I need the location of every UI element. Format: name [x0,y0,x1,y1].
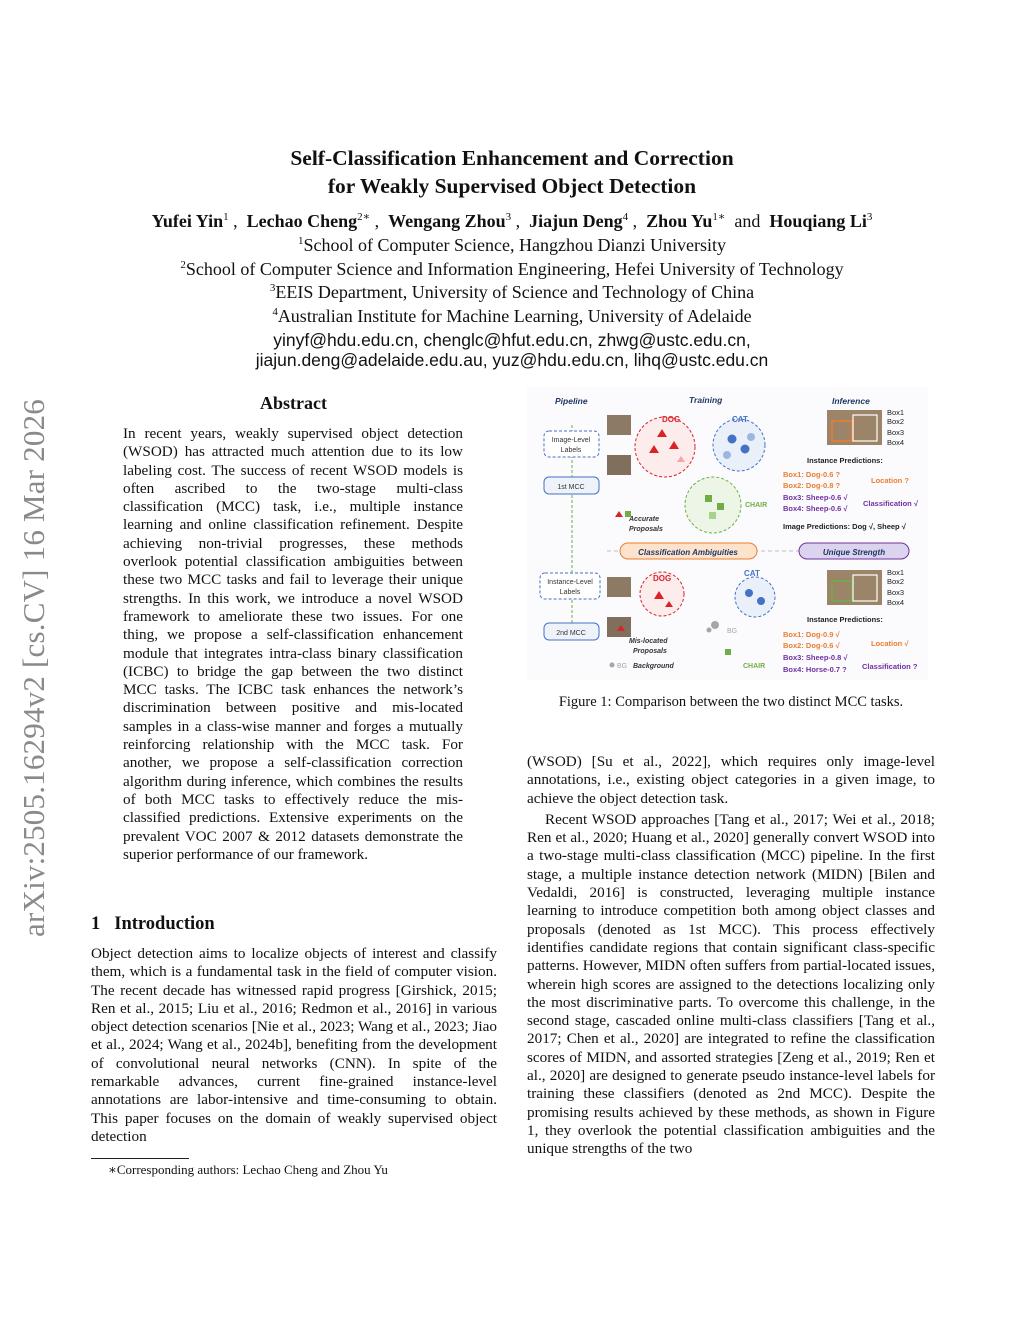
svg-text:Location √: Location √ [871,639,909,648]
svg-text:Box2: Box2 [887,577,905,586]
footnote-divider [91,1158,189,1159]
affiliation: $^3$EEIS Department, University of Science and Technology of China [269,282,755,302]
figure-caption: Figure 1: Comparison between the two distinct MCC tasks. [558,694,904,710]
svg-text:Box1: Dog-0.9 √: Box1: Dog-0.9 √ [783,630,840,639]
svg-text:Image Predictions: Dog √, She: Image Predictions: Dog √, Sheep √ [783,522,906,531]
author-name: Lechao Cheng [246,211,358,231]
svg-text:Proposals: Proposals [633,648,667,655]
dog-thumbnail [607,415,631,435]
intro-paragraph: Object detection aims to localize objects of interest and classify them, which is a fundamental task in the field of computer vision. The recent decade has witnessed rapid progress [Girshick, 2015; Ren et al., 2015; Liu et al., 2016; Redmon et al., 2016] in various object detection scenarios [Nie et al., 2023; Wang et al., 2023; Jiao et al., 2024; Wang et al., 2024b], benefiting from the development of convolutional neural networks (CNN). In spite of the remarkable advances, current fine-grained instance-level annotations are labor-intensive and time-consuming to obtain. This paper focuses on the domain of weakly supervised object detection [91,945,497,1145]
svg-text:Classification Ambiguities: Classification Ambiguities [638,548,738,557]
pipeline-label: Pipeline [555,396,588,406]
section-heading: 1 Introduction [91,914,215,934]
svg-text:BG: BG [617,663,628,670]
svg-text:Box3: Sheep-0.6 √: Box3: Sheep-0.6 √ [783,493,848,502]
svg-text:Box3: Box3 [887,428,905,437]
author-name: Yufei Yin [151,211,224,231]
author-emails-line2: jiajun.deng@adelaide.edu.au, yuz@hdu.edu.cn, lihq@ustc.edu.cn [255,350,769,370]
svg-text:Box2: Dog-0.6 √: Box2: Dog-0.6 √ [783,641,840,650]
svg-text:Box4: Sheep-0.6 √: Box4: Sheep-0.6 √ [783,504,848,513]
svg-text:Box4: Box4 [887,598,905,607]
svg-text:Mis-located: Mis-located [629,638,668,645]
svg-text:Labels: Labels [560,447,582,454]
svg-text:CHAIR: CHAIR [745,502,768,509]
dog-thumbnail [607,455,631,475]
svg-text:Box3: Box3 [887,588,905,597]
svg-text:BG: BG [727,628,738,635]
svg-text:Box1: Dog-0.6 ?: Box1: Dog-0.6 ? [783,470,841,479]
svg-text:Box3: Sheep-0.8 √: Box3: Sheep-0.8 √ [783,653,848,662]
svg-text:1st MCC: 1st MCC [557,484,585,491]
svg-text:DOG: DOG [662,415,681,424]
svg-text:Labels: Labels [559,589,581,596]
svg-text:Accurate: Accurate [629,516,659,523]
author-name: Houqiang Li [769,211,867,231]
svg-text:Instance Predictions:: Instance Predictions: [807,456,883,465]
svg-text:Box4: Box4 [887,438,905,447]
svg-text:DOG: DOG [653,574,672,583]
svg-text:CAT: CAT [732,415,748,424]
affiliation: $^2$School of Computer Science and Information Engineering, Hefei University of Technology [180,259,844,279]
svg-text:2nd MCC: 2nd MCC [556,630,586,637]
author-name: Jiajun Deng [529,211,623,231]
paragraph: Recent WSOD approaches [Tang et al., 2017; Wei et al., 2018; Ren et al., 2020; Huang et al., 2020] generally convert WSOD into a two-stage multi-class classification (MCC) pipeline. In the first stage, a multiple instance detection network (MIDN) [Bilen and Vedaldi, 2016] is constructed, leveraging multiple instance learning to introduce competition both among object classes and proposals (denoted as 1st MCC). This process effectively identifies candidate regions that contain significant class-specific patterns. However, MIDN often suffers from partial-located issues, wherein high scores are assigned to the detections localizing only the most discriminative parts. To overcome this challenge, in the second stage, cascaded online multi-class classifiers [Tang et al., 2017; Chen et al., 2020] are integrated to refine the classification scores of MIDN, and assorted strategies [Zeng et al., 2019; Ren et al., 2020] are designed to generate pseudo instance-level labels for training these classifiers (denoted as 2nd MCC). Despite the promising results achieved by these methods, as shown in Figure 1, they overlook the potential classification ambiguities and the unique strengths of the two [527,810,935,1158]
abstract-heading: Abstract [260,393,327,413]
author-name: Wengang Zhou [388,211,506,231]
figure-1 [527,387,928,680]
author-name: Zhou Yu [646,211,713,231]
author-emails-line1: yinyf@hdu.edu.cn, chenglc@hfut.edu.cn, zhwg@ustc.edu.cn, [273,330,751,350]
svg-text:Location ?: Location ? [871,476,909,485]
cat-cluster [713,419,765,471]
svg-text:Classification ?: Classification ? [862,662,918,671]
arxiv-identifier: arXiv:2505.16294v2 [cs.CV] 16 Mar 2026 [16,399,51,937]
affiliation: $^4$Australian Institute for Machine Learning, University of Adelaide [272,306,752,326]
svg-text:Unique Strength: Unique Strength [822,548,886,557]
svg-text:Instance-Level: Instance-Level [547,579,593,586]
chair-cluster [685,477,741,533]
paragraph: (WSOD) [Su et al., 2022], which requires only image-level annotations, i.e., existing object categories in a given image, to achieve the object detection task. [527,753,935,807]
svg-text:Box4: Horse-0.7 ?: Box4: Horse-0.7 ? [783,665,847,674]
dog-cluster [635,417,695,477]
right-column-text [527,753,935,1159]
paper-title-line1: Self-Classification Enhancement and Correction [290,146,734,170]
svg-text:CHAIR: CHAIR [743,663,766,670]
svg-text:Classification √: Classification √ [863,499,918,508]
author-list: Yufei Yin$^1$ , Lechao Cheng$^{2∗}$ , Wengang Zhou$^3$ , Jiajun Deng$^4$ , Zhou $Yu^{1∗}$ and Houqiang Li$^3$ [151,211,873,231]
svg-text:Box1: Box1 [887,408,905,417]
svg-text:Box2: Box2 [887,417,905,426]
inference-label: Inference [832,396,870,406]
training-label: Training [689,395,723,405]
abstract-text: In recent years, weakly supervised object detection (WSOD) has attracted much attention due to its low labeling cost. The success of recent WSOD models is often ascribed to the two-stage multi-class classification (MCC) task, i.e., multiple instance learning and online classification refinement. Despite achieving non-trivial progresses, these methods overlook potential classification ambiguities between these two MCC tasks and fail to leverage their unique strengths. In this work, we introduce a novel WSOD framework to ameliorate these two issues. For one thing, we propose a self-classification enhancement module that integrates intra-class binary classification (ICBC) to bridge the gap between the two distinct MCC tasks. The ICBC task enhances the network’s discrimination between positive and mis-located samples in a class-wise manner and forges a mutually reinforcing relationship with the MCC task. For another, we propose a self-classification correction algorithm during inference, which combines the results of both MCC tasks to effectively reduce the mis-classified predictions. Extensive experiments on the prevalent VOC 2007 & 2012 datasets demonstrate the superior performance of our framework. [123,425,463,863]
footnote: ∗Corresponding authors: Lechao Cheng and Zhou Yu [108,1162,388,1177]
svg-text:Box1: Box1 [887,568,905,577]
svg-text:Background: Background [633,663,674,670]
svg-text:Box2: Dog-0.8 ?: Box2: Dog-0.8 ? [783,481,841,490]
svg-text:Image-Level: Image-Level [551,437,591,444]
paper-title-line2: for Weakly Supervised Object Detection [327,174,697,198]
affiliation: $^1$School of Computer Science, Hangzhou Dianzi University [298,235,726,255]
svg-text:Proposals: Proposals [629,526,663,533]
svg-text:CAT: CAT [744,569,760,578]
svg-text:Instance Predictions:: Instance Predictions: [807,615,883,624]
